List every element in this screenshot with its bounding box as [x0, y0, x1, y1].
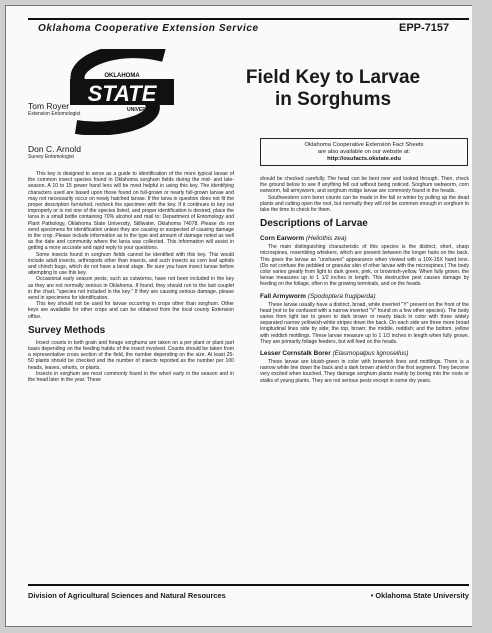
title-line: Field Key to Larvae	[245, 67, 421, 88]
header-rule	[28, 18, 469, 20]
species-name: Corn Earworm	[260, 235, 305, 243]
left-column	[28, 171, 234, 383]
author-role: Survey Entomologist	[28, 154, 74, 160]
logo-main-text: STATE	[87, 81, 157, 106]
species-description: These larvae are bluish-green in color with brownish lines and mottlings. There is a narrow white line down the back and a dark brown shield on the first segment. They become very excited when touched. They damage sorghum plants mainly by boring into the roots or stalks of young plants. They are not serious pests except in some dry years.	[260, 359, 469, 384]
author-name: Don C. Arnold	[28, 144, 81, 154]
body-paragraph: Some insects found in sorghum fields cannot be identified with this key. This would include adult insects, arthropods other than insects, and such insects as corn leaf aphids and chinch bugs, which do not have a larval stage. Be sure you have insect larvae before attempting to use this key.	[28, 251, 234, 277]
footer-division: Division of Agricultural Sciences and Natural Resources	[28, 591, 226, 600]
author-block	[28, 101, 80, 118]
footer-university: • Oklahoma State University	[370, 591, 469, 600]
osu-logo	[64, 49, 186, 135]
body-paragraph: This key is designed to serve as a guide to identification of the more typical larvae of the common insect species found in Oklahoma sorghum fields during the mid- and late-season. A 10 to 15 power hand lens will be most helpful in using this key. The identifying characters used are based upon those found on full-grown or nearly full-grown larvae and may not necessarily occur on newly hatched larvae. If the larva in question does not fit the proper description furnished, recheck the specimen with the key. If it continues to key out improperly or is not one of the species listed, and proper identification is desired, place the larva in a small bottle containing 70% alcohol and mail to: Department of Entomology and Plant Pathology, Oklahoma State University, Stillwater, Oklahoma 74078. Please do not send specimens for identification unless they are causing or suspected of causing damage to the crop. Please include information as to the type and amount of damage noted as well as the date and community where the larva was collected. This information will assist in getting a more accurate and rapid reply to your questions.	[28, 171, 234, 252]
body-paragraph: Occasional early season pests, such as cutworms, have not been included in the key as they are not normally serious in Oklahoma. If found, they should run to the last couplet in the chart, "species not included in the key." If they are causing serious damage, please send in specimens for identification.	[28, 276, 234, 302]
species-description: These larvae usually have a distinct, broad, white inverted "Y" present on the front of the head (not to be confused with a narrow inverted "V" found on a few other species). The body varies from light tan to green to dark brown or nearly black in color with three widely separated narrow yellowish-white stripes down the back. On each side are three more broad longitudinal lines side by side; the top, brown; the middle, reddish; and the bottom, yellow with reddish mottlings. These larvae measure up to 1 1/3 inches in length when fully grown. They are primarily foliage feeders, but will feed on the heads.	[260, 301, 469, 345]
body-paragraph: Insects in sorghum are most commonly found in the whorl early in the season and in the head later in the year. These	[28, 370, 234, 384]
footer-rule	[28, 584, 469, 586]
right-column	[260, 176, 469, 384]
body-paragraph: This key should not be used for larvae occurring in crops other than sorghum. Other keys are available for other crops and can be obtained from the local county Extension office.	[28, 301, 234, 320]
website-link[interactable]: http://osufacts.okstate.edu	[327, 156, 401, 162]
factbox-line: Oklahoma Cooperative Extension Fact Sheets	[304, 142, 424, 148]
body-paragraph: should be checked carefully. The head can be bent over and looked through. Then, check the ground below to see if anything fell out without being noticed. Sorghum webworm, corn earworm, fall armyworm, and sorghum midge larvae are commonly found in the heads.	[260, 176, 469, 195]
species-heading	[260, 235, 469, 243]
author-name: Tom Royer	[28, 101, 70, 111]
species-heading	[260, 293, 469, 301]
author-block	[28, 144, 81, 161]
document-title	[198, 67, 468, 111]
species-name: Lesser Cornstalk Borer	[260, 350, 331, 358]
logo-sub-text: UNIVERSITY	[126, 107, 158, 113]
document-page	[5, 5, 486, 627]
title-line: in Sorghums	[274, 89, 392, 110]
page-footer	[28, 591, 469, 600]
series-title: Oklahoma Cooperative Extension Service	[38, 23, 259, 34]
species-description: The main distinguishing characteristic of this species is the distinct, short, sharp microspines, resembling whiskers, which are present between the longer hairs on the back. This gives the larvae an "unshaven" appearance when viewed with a 10X-15X hand lens. (Do not confuse the pebbled or granular skin of other larvae with the microspines.) The body color varies greatly from light to dark green, pink, or brownish-yellow. When fully grown, the larvae measures up to 1 1/2 inches in length. This destructive pest causes damage by feeding on the foliage, often in the growing terminals, and on the heads.	[260, 244, 469, 288]
factbox-line: are also available on our website at:	[317, 149, 411, 155]
species-scientific-name: (Spodoptera frugiperda)	[307, 292, 376, 300]
body-paragraph: Insect counts in both grain and forage sorghums are taken on a per plant or plant part basis depending on the feeding habits of the insect involved. Counts should be taken from a representative cross section of the field, the number depending on the size. At least 25-50 plants should be checked and the number of insects reported as the number per 100 heads, leaves, whorls, or plants.	[28, 339, 234, 371]
logo-top-text: OKLAHOMA	[104, 73, 140, 79]
species-name: Fall Armyworm	[260, 292, 306, 300]
species-scientific-name: (Heliothis zea)	[305, 235, 347, 243]
page-edge	[472, 0, 486, 633]
publication-number: EPP-7157	[399, 22, 450, 34]
body-paragraph: Southwestern corn borer counts can be made in the fall or winter by pulling up the dead plants and cutting open the root, but normally they will not be common enough in sorghum to take the time to check for them.	[260, 194, 469, 214]
species-scientific-name: (Elasmopalpus lignosellus)	[332, 350, 409, 358]
species-heading	[260, 350, 469, 358]
fact-sheet-box	[260, 138, 468, 166]
section-heading: Survey Methods	[28, 324, 106, 336]
author-role: Extension Entomologist	[28, 111, 81, 117]
section-heading: Descriptions of Larvae	[260, 218, 368, 230]
